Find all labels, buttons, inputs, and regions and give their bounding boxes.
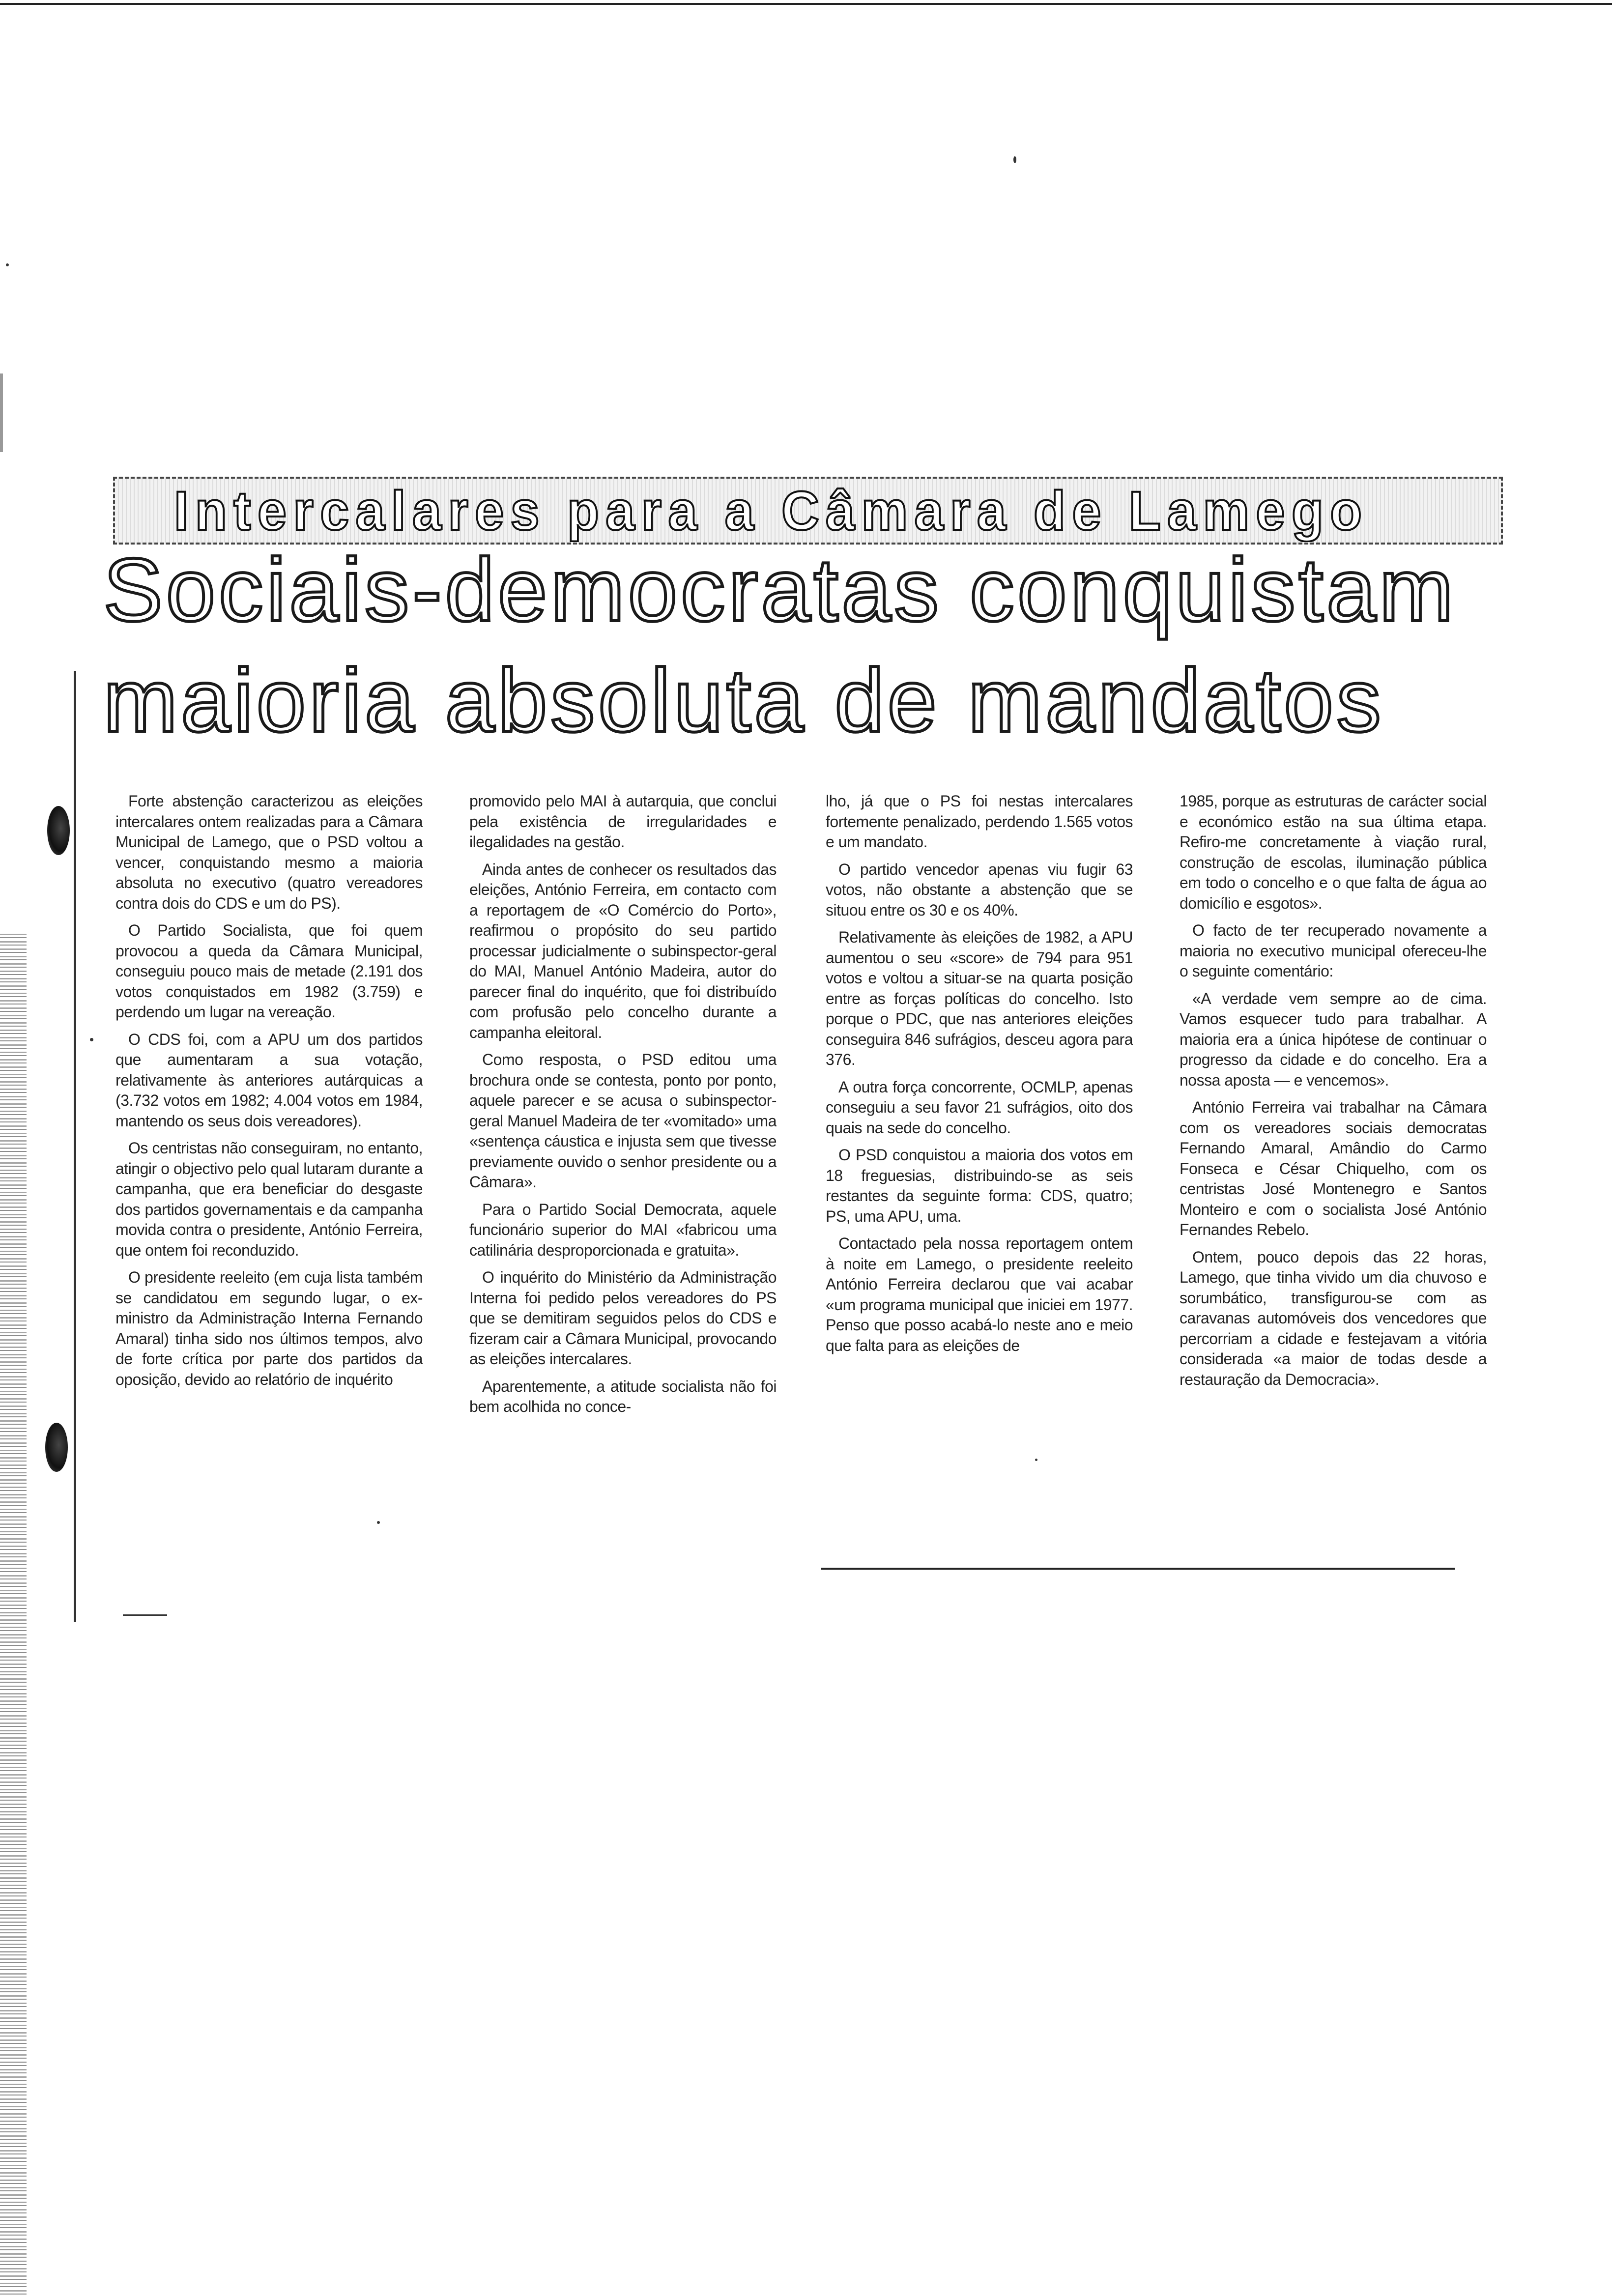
paragraph: 1985, porque as estruturas de carácter social e económico estão na sua última etapa. Refiro-me concretamente à viação rural, construção de escolas, iluminação pública em todo o concelho e o que falta de água ao domicílio e esgotos». [1180, 792, 1487, 912]
paragraph: O Partido Socialista, que foi quem provocou a queda da Câmara Municipal, conseguiu pouco mais de metade (2.191 dos votos conquistados em 1982 (3.759) e perdendo um lugar na vereação. [115, 921, 423, 1021]
paragraph: Relativamente às eleições de 1982, a APU aumentou o seu «score» de 794 para 951 votos e voltou a situar-se na quarta posição entre as forças políticas do concelho. Isto porque o PDC, que nas anteriores eleições conseguira 846 sufrágios, desceu agora para 376. [826, 928, 1133, 1068]
paragraph: O inquérito do Ministério da Administração Interna foi pedido pelos vereadores do PS que se demitiram seguidos pelos do CDS e fizeram cair a Câmara Municipal, provocando as eleições intercalares. [469, 1268, 777, 1368]
kicker-banner [113, 477, 1503, 545]
paragraph: O partido vencedor apenas viu fugir 63 votos, não obstante a abstenção que se situou entre os 30 e os 40%. [826, 860, 1133, 919]
paragraph: António Ferreira vai trabalhar na Câmara com os vereadores sociais democratas Fernando Amaral, Amândio do Carmo Fonseca e César Chiquelho, com os centristas José Montenegro e Santos Monteiro e com o socialista José António Fernandes Rebelo. [1180, 1098, 1487, 1238]
headline-line-1: Sociais-democratas conquistam [103, 540, 1457, 640]
column-rule [74, 671, 76, 1622]
paragraph: Como resposta, o PSD editou uma brochura onde se contesta, ponto por ponto, aquele parecer e se acusa o subinspector-geral Manuel Madeira de ter «vomitado» uma «sentença cáustica e injusta sem que tivesse previamente ouvido o senhor presidente ou a Câmara». [469, 1051, 777, 1191]
scan-mark [0, 373, 3, 452]
paragraph: Contactado pela nossa reportagem ontem à noite em Lamego, o presidente reeleito António Ferreira declarou que vai acabar «um programa municipal que iniciei em 1977. Penso que posso acabá-lo neste ano e meio que falta para as eleições de [826, 1234, 1133, 1354]
paragraph: Para o Partido Social Democrata, aquele funcionário superior do MAI «fabricou uma catilinária desproporcionada e gratuita». [469, 1200, 777, 1259]
scan-speck [6, 263, 9, 266]
punch-hole-icon [47, 806, 70, 855]
newspaper-clipping [74, 467, 1509, 1632]
article-column-3 [826, 791, 1133, 1622]
scan-edge-noise [0, 934, 27, 2296]
paragraph: Ainda antes de conhecer os resultados das eleições, António Ferreira, em contacto com a reportagem de «O Comércio do Porto», reafirmou o propósito do seu partido processar judicialmente o subinspector-geral do MAI, Manuel António Madeira, autor do parecer final do inquérito, que foi distribuído com profusão pelo concelho durante a campanha eleitoral. [469, 860, 777, 1041]
paragraph: lho, já que o PS foi nestas intercalares fortemente penalizado, perdendo 1.565 votos e um mandato. [826, 792, 1133, 851]
punch-hole-icon [45, 1423, 68, 1472]
article-column-2 [469, 791, 777, 1622]
paragraph: O CDS foi, com a APU um dos partidos que aumentaram a sua votação, relativamente às anteriores autárquicas a (3.732 votos em 1982; 4.004 votos em 1984, mantendo os seus dois vereadores). [115, 1030, 423, 1130]
kicker-text: Intercalares para a Câmara de Lamego [174, 480, 1369, 542]
paragraph: promovido pelo MAI à autarquia, que conclui pela existência de irregularidades e ilegalidades na gestão. [469, 792, 777, 851]
article-body [115, 791, 1487, 1622]
paragraph: «A verdade vem sempre ao de cima. Vamos esquecer tudo para trabalhar. A maioria era a única hipótese de continuar o progresso da cidade e do concelho. Era a nossa aposta — e vencemos». [1180, 989, 1487, 1089]
paragraph: O PSD conquistou a maioria dos votos em 18 freguesias, distribuindo-se as seis restantes da seguinte forma: CDS, quatro; PS, uma APU, uma. [826, 1146, 1133, 1225]
paragraph: Ontem, pouco depois das 22 horas, Lamego, que tinha vivido um dia chuvoso e sorumbático, transfigurou-se com as caravanas automóveis dos vencedores que percorriam a cidade e festejavam a vitória considerada «a maior de todas desde a restauração da Democracia». [1180, 1248, 1487, 1388]
paragraph: Os centristas não conseguiram, no entanto, atingir o objectivo pelo qual lutaram durante a campanha, que era beneficiar do desgaste dos partidos governamentais e da campanha movida contra o presidente, António Ferreira, que ontem foi reconduzido. [115, 1139, 423, 1259]
paragraph: O facto de ter recuperado novamente a maioria no executivo municipal ofereceu-lhe o seguinte comentário: [1180, 921, 1487, 980]
paragraph: O presidente reeleito (em cuja lista também se candidatou em segundo lugar, o ex-ministro da Administração Interna Fernando Amaral) tinha sido nos últimos tempos, alvo de forte crítica por parte dos partidos da oposição, devido ao relatório de inquérito [115, 1268, 423, 1388]
article-column-4 [1180, 791, 1487, 1622]
scan-speck [1013, 156, 1016, 163]
paragraph: A outra força concorrente, OCMLP, apenas conseguiu a seu favor 21 sufrágios, oito dos quais na sede do concelho. [826, 1078, 1133, 1137]
top-rule [0, 3, 1612, 5]
paragraph: Aparentemente, a atitude socialista não foi bem acolhida no conce- [469, 1377, 777, 1415]
bottom-rule-short [123, 1614, 167, 1616]
paragraph: Forte abstenção caracterizou as eleições intercalares ontem realizadas para a Câmara Municipal de Lamego, que o PSD voltou a vencer, conquistando mesmo a maioria absoluta no executivo (quatro vereadores contra dois do CDS e um do PS). [115, 792, 423, 912]
headline-line-2: maioria absoluta de mandatos [103, 650, 1384, 750]
article-column-1 [115, 791, 423, 1622]
bottom-rule [821, 1568, 1455, 1570]
